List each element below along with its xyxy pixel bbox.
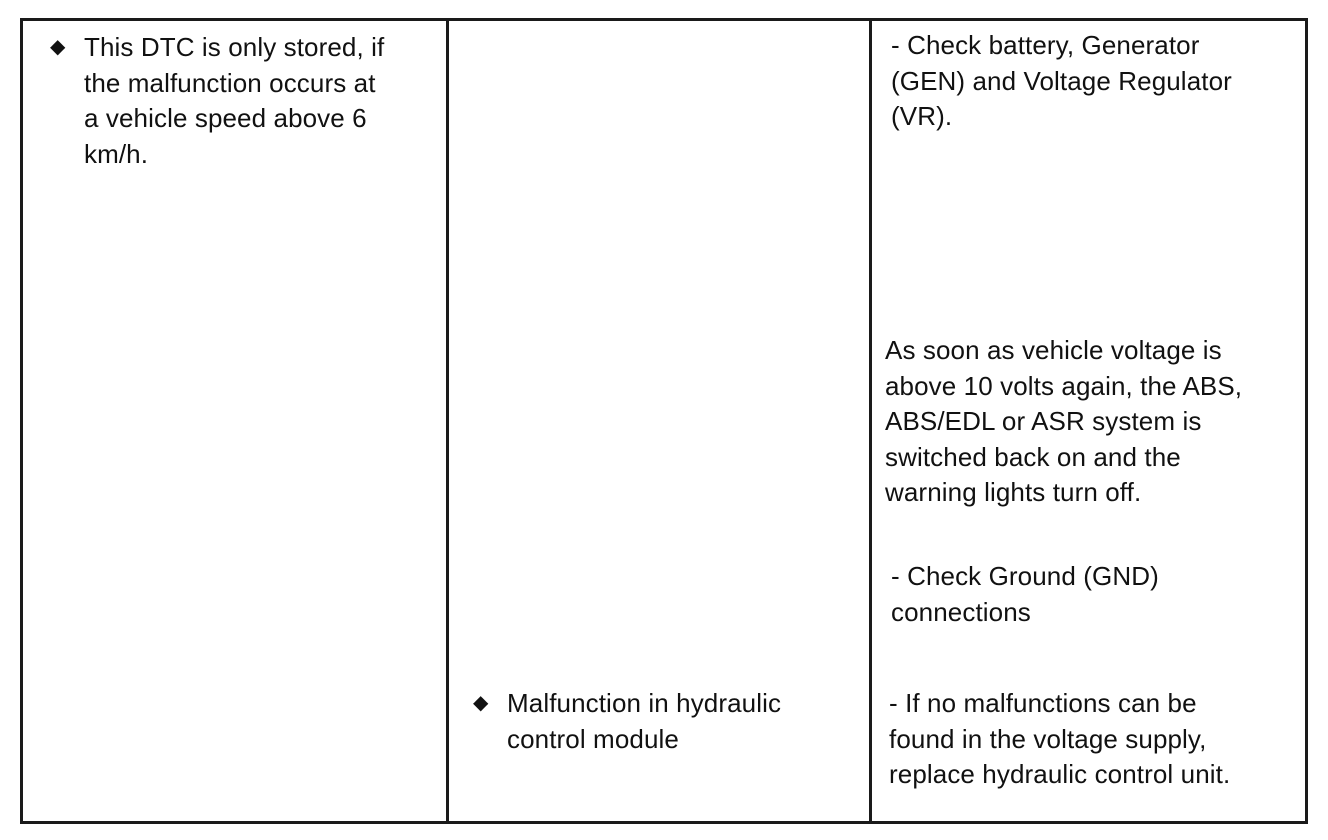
voltage-recovery-note: As soon as vehicle voltage is above 10 volts again, the ABS, ABS/EDL or ASR system is switched back on and the warning lights turn off. — [885, 335, 1243, 507]
check-battery-step: - Check battery, Generator (GEN) and Voltage Regulator (VR). — [891, 30, 1232, 131]
check-ground-step: - Check Ground (GND) connections — [891, 561, 1159, 627]
malfunction-cause: Malfunction in hydraulic control module — [507, 688, 782, 754]
column-divider-1 — [446, 21, 449, 821]
column-divider-2 — [869, 21, 872, 821]
dtc-storage-condition: This DTC is only stored, if the malfunction occurs at a vehicle speed above 6 km/h. — [84, 32, 385, 169]
dtc-table — [20, 18, 1308, 824]
diamond-bullet-icon: ◆ — [50, 36, 66, 58]
replace-hydraulic-unit-step: - If no malfunctions can be found in the voltage supply, replace hydraulic control unit. — [889, 688, 1231, 789]
diamond-bullet-icon: ◆ — [473, 692, 489, 714]
